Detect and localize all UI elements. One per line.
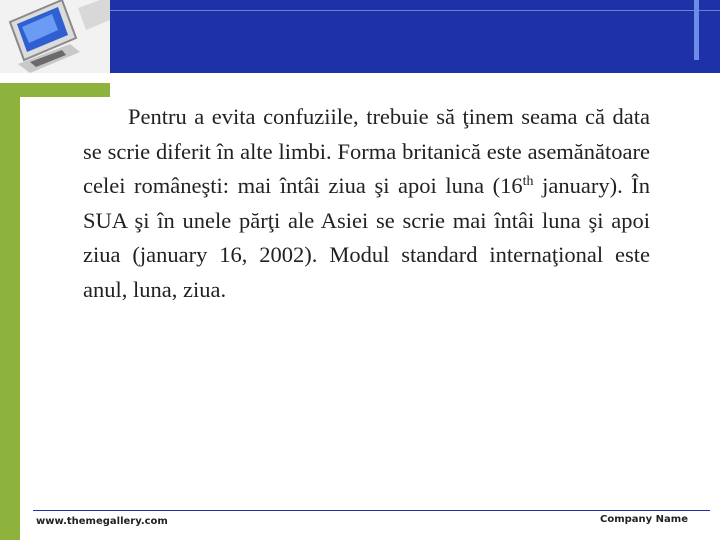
left-accent-bar — [0, 97, 20, 540]
ordinal-superscript: th — [522, 174, 534, 189]
computer-monitor-icon — [0, 0, 110, 73]
left-accent-tab — [0, 83, 110, 97]
footer-divider — [33, 510, 710, 511]
paragraph-text-part-2: january). În SUA şi în unele părţi ale Asiei se scrie mai întâi luna şi apoi ziua (january 16, 2002). Modul standard internaţional este anul, luna, ziua. — [83, 173, 651, 302]
footer-company-name: Company Name — [600, 514, 688, 525]
slide-body-text — [83, 100, 650, 307]
paragraph-text-part-1: Pentru a evita confuziile, trebuie să ţinem seama că data se scrie diferit în alte limbi. Forma britanică este asemănătoare celei româneşti: mai întâi ziua şi apoi luna (16 — [83, 104, 650, 198]
footer-website: www.themegallery.com — [36, 516, 168, 527]
header-accent-bar — [694, 0, 699, 60]
header-divider — [110, 10, 720, 11]
body-paragraph — [83, 100, 650, 307]
